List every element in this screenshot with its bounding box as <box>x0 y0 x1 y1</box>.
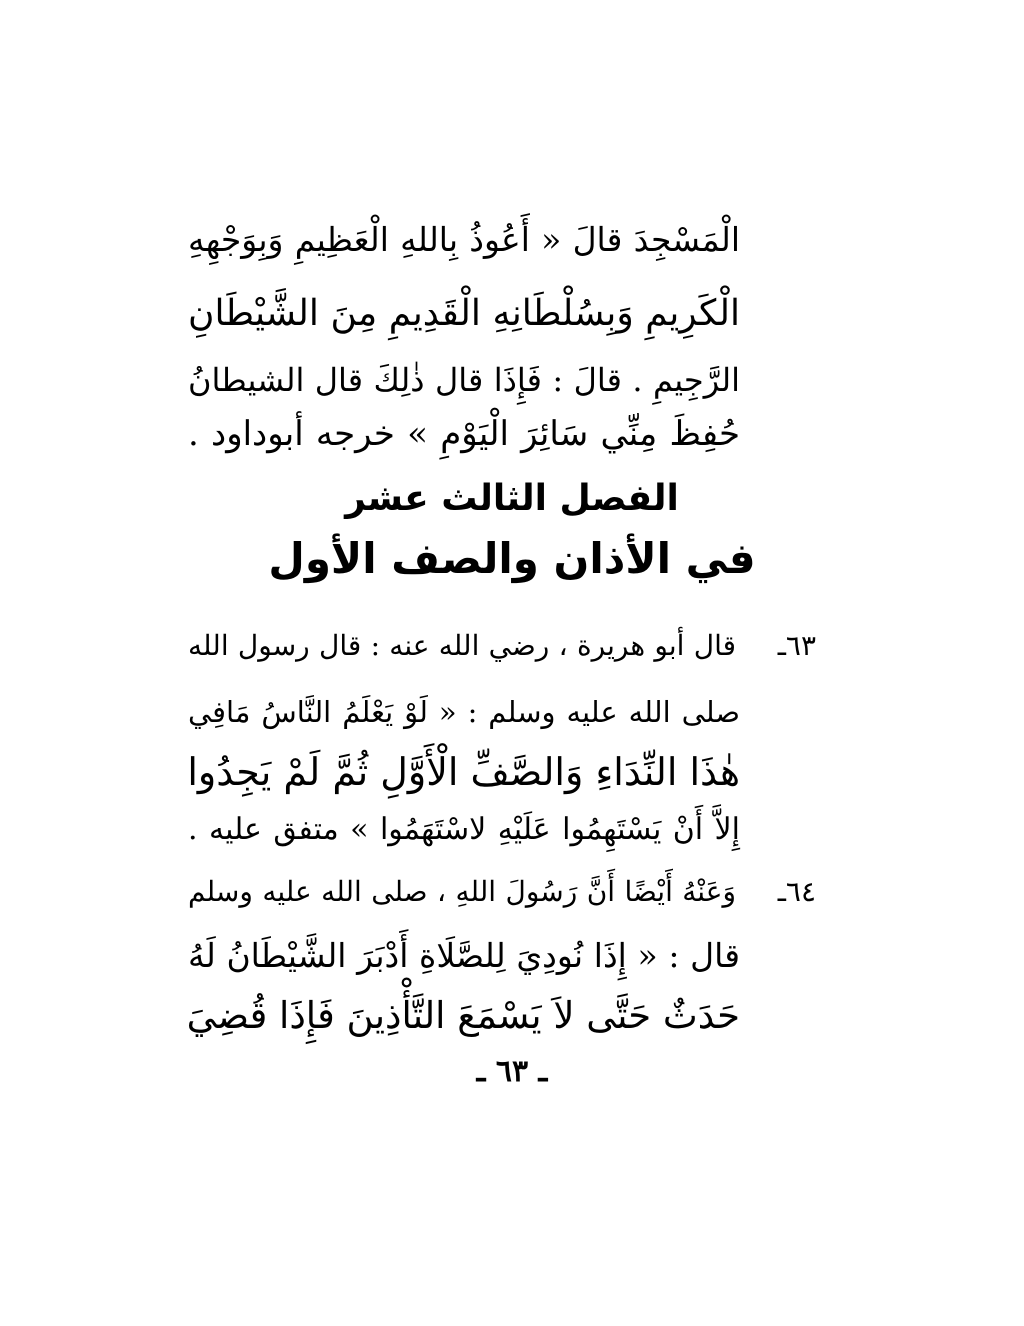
hadith-64-first-line <box>188 862 816 922</box>
hadith-63-number: ٦٣ـ <box>777 629 816 662</box>
intro-line-3: الرَّجِيمِ . قالَ : فَإِذَا قال ذٰلِكَ قال الشيطانُ <box>188 361 740 399</box>
hadith-64-text-line-3: حَدَثٌ حَتَّى لاَ يَسْمَعَ التَّأْذِينَ فَإِذَا قُضِيَ <box>186 994 740 1037</box>
page-number: ـ ٦٣ ـ <box>476 1054 548 1089</box>
hadith-63-text-line-3: هٰذَا النِّدَاءِ وَالصَّفِّ الْأَوَّلِ ثُمَّ لَمْ يَجِدُوا <box>187 750 740 794</box>
hadith-63-text-line-1: قال أبو هريرة ، رضي الله عنه : قال رسول الله <box>188 629 736 662</box>
hadith-64-text-line-2: قال : « إِذَا نُودِيَ لِلصَّلَاةِ أَدْبَرَ الشَّيْطَانُ لَهُ <box>188 936 740 975</box>
hadith-63-text-line-2: صلى الله عليه وسلم : « لَوْ يَعْلَمُ النَّاسُ مَافِي <box>188 695 740 729</box>
hadith-63-first-line <box>188 616 816 676</box>
chapter-subtitle: في الأذان والصف الأول <box>268 534 756 583</box>
intro-line-1: الْمَسْجِدَ قالَ « أَعُوذُ بِاللهِ الْعَظِيمِ وَبِوَجْهِهِ <box>188 220 740 259</box>
hadith-64-number: ٦٤ـ <box>777 875 816 908</box>
hadith-63-text-line-4: إِلاَّ أَنْ يَسْتَهِمُوا عَلَيْهِ لاسْتَهَمُوا » متفق عليه . <box>188 812 740 847</box>
intro-line-4: حُفِظَ مِنِّي سَائِرَ الْيَوْمِ » خرجه أبوداود . <box>188 414 740 454</box>
intro-line-2: الْكَرِيمِ وَبِسُلْطَانِهِ الْقَدِيمِ مِنَ الشَّيْطَانِ <box>188 293 740 334</box>
chapter-title: الفصل الثالث عشر <box>345 478 679 519</box>
hadith-64-text-line-1: وَعَنْهُ أَيْضًا أَنَّ رَسُولَ اللهِ ، صلى الله عليه وسلم <box>188 875 736 908</box>
